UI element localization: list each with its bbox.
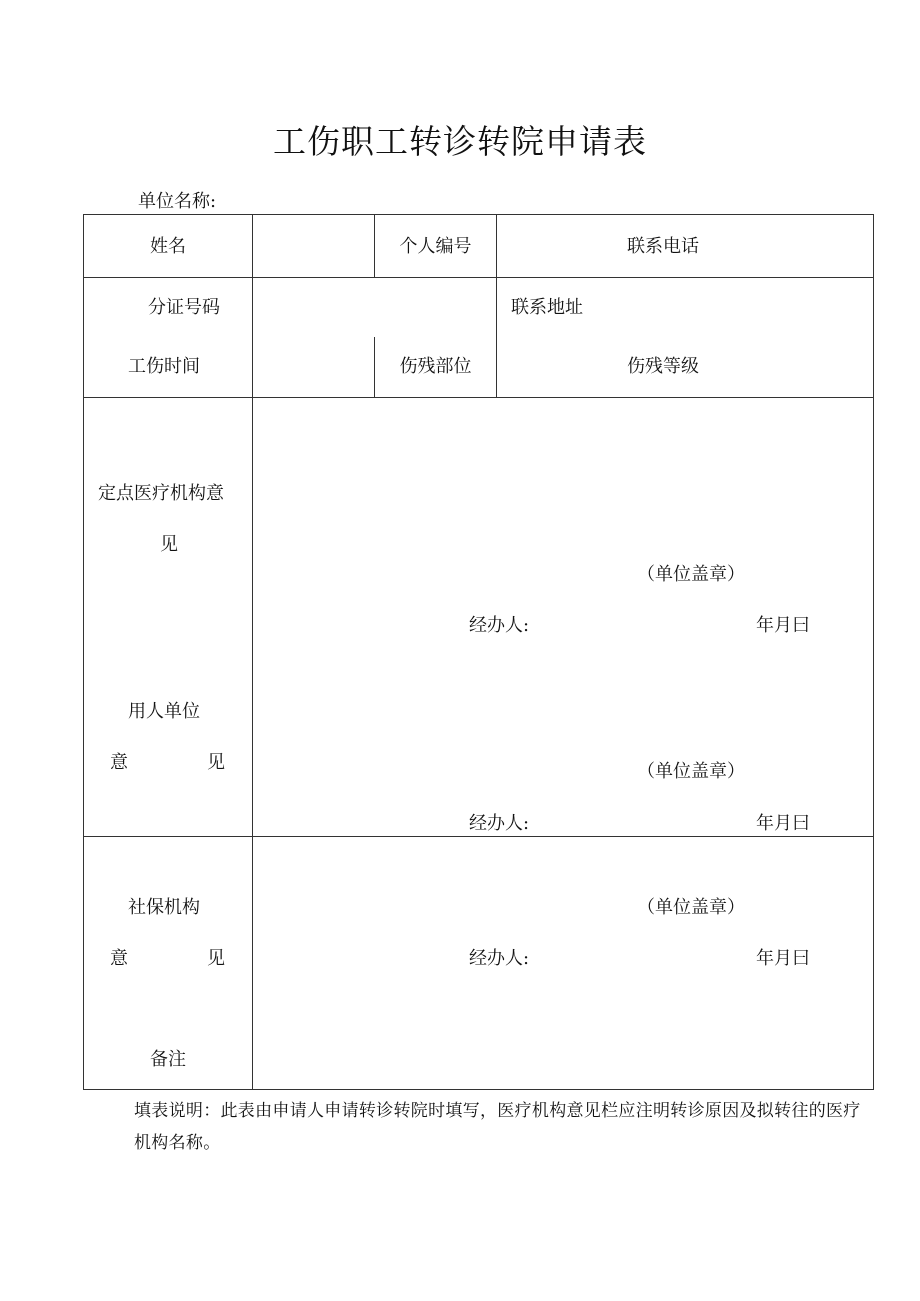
injury-level-label: 伤残等级 xyxy=(627,356,699,377)
label-column-divider xyxy=(252,214,253,1090)
row-divider-2 xyxy=(83,397,874,398)
employer-opinion-label-left: 意 xyxy=(110,752,128,773)
form-instructions: 填表说明：此表由申请人申请转诊转院时填写，医疗机构意见栏应注明转诊原因及拟转往的医疗机构名称。 xyxy=(134,1101,861,1153)
name-label: 姓名 xyxy=(150,236,186,257)
row2-divider-b xyxy=(496,277,497,398)
injury-time-label: 工伤时间 xyxy=(128,356,200,377)
social-opinion-label-right: 见 xyxy=(207,948,225,969)
table-border-right xyxy=(873,214,874,1090)
address-label: 联系地址 xyxy=(511,297,583,318)
social-date: 年月曰 xyxy=(756,948,810,969)
injury-part-label: 伤残部位 xyxy=(399,356,472,377)
employer-opinion-label-right: 见 xyxy=(207,752,225,773)
social-opinion-label-line1: 社保机构 xyxy=(128,897,200,918)
form-title: 工伤职工转诊转院申请表 xyxy=(273,122,647,161)
table-border-top xyxy=(83,214,874,215)
social-opinion-label-left: 意 xyxy=(110,948,128,969)
medical-stamp: （单位盖章） xyxy=(637,564,745,585)
medical-date: 年月曰 xyxy=(756,615,810,636)
phone-label: 联系电话 xyxy=(627,236,699,257)
social-stamp: （单位盖章） xyxy=(637,897,745,918)
employer-handler: 经办人: xyxy=(469,813,530,834)
unit-name-label: 单位名称: xyxy=(138,191,217,212)
table-border-bottom xyxy=(83,1089,874,1090)
medical-opinion-label-line1: 定点医疗机构意 xyxy=(98,483,224,504)
id-number-label: 分证号码 xyxy=(148,297,220,318)
remarks-label: 备注 xyxy=(150,1049,186,1070)
row-divider-1 xyxy=(83,277,874,278)
employer-opinion-label-line1: 用人单位 xyxy=(128,701,200,722)
employer-stamp: （单位盖章） xyxy=(637,761,745,782)
personal-no-label: 个人编号 xyxy=(399,236,472,257)
table-border-left xyxy=(83,214,84,1090)
employer-date: 年月曰 xyxy=(756,813,810,834)
social-handler: 经办人: xyxy=(469,948,530,969)
row-divider-3 xyxy=(83,836,874,837)
medical-handler: 经办人: xyxy=(469,615,530,636)
medical-opinion-label-line2: 见 xyxy=(160,534,178,555)
